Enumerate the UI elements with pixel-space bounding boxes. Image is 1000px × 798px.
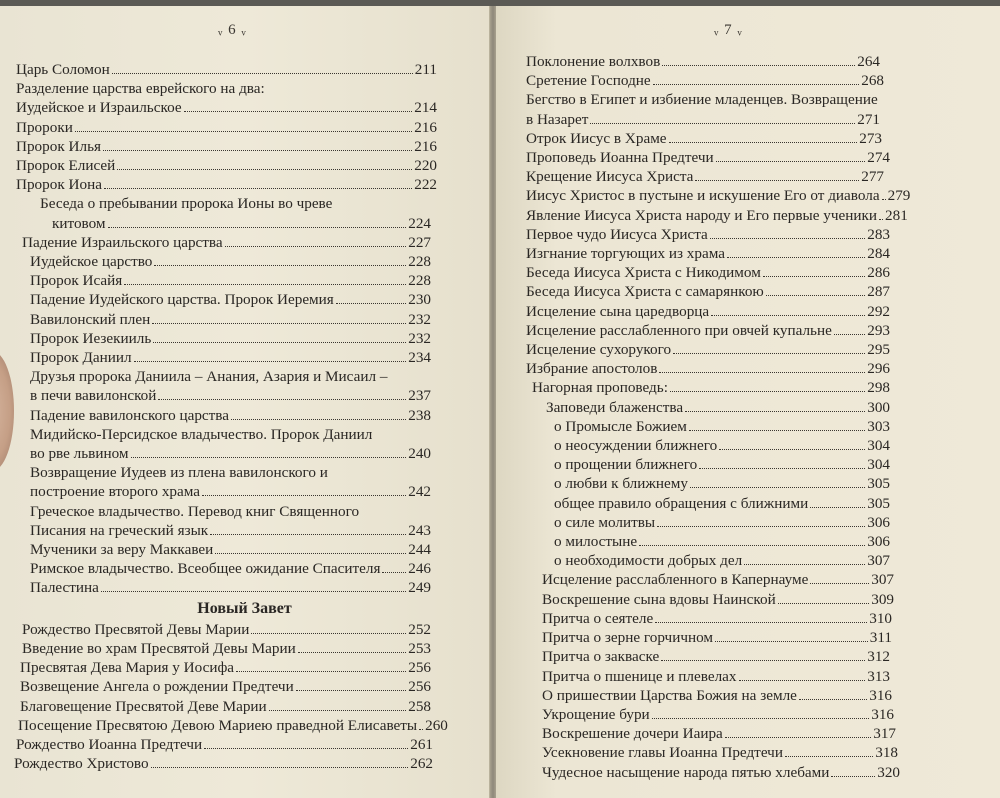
left-toc-entry-title: Пророк Иезекииль — [30, 329, 152, 347]
right-toc-entry-title: Усекновение главы Иоанна Предтечи — [542, 744, 783, 762]
right-toc-entry-page: 271 — [857, 110, 880, 128]
left-toc-entry-page: 227 — [408, 233, 431, 251]
left-toc-entry-title: Рождество Пресвятой Девы Марии — [22, 620, 250, 638]
dot-leader — [202, 495, 406, 496]
right-toc-entry-page: 318 — [875, 744, 898, 762]
right-toc-entry-page: 310 — [869, 609, 892, 627]
left-toc-entry-title: Царь Соломон — [16, 61, 110, 78]
left-toc-entry-title: в печи вавилонской — [30, 387, 157, 405]
left-toc-entry — [0, 60, 489, 79]
right-toc-entry-page: 303 — [867, 417, 890, 435]
right-toc-entry-page: 284 — [867, 245, 890, 263]
left-toc-entry-title: Пророк Даниил — [30, 349, 132, 367]
left-toc-entry-page: 228 — [408, 253, 431, 271]
left-toc-entry-page: 216 — [414, 137, 437, 155]
right-toc-entry — [496, 474, 1000, 493]
right-toc-entry — [496, 667, 1000, 686]
dot-leader — [655, 622, 867, 623]
dot-leader — [112, 73, 413, 74]
left-toc-entry — [0, 716, 489, 735]
right-toc-entry-title: Проповедь Иоанна Предтечи — [526, 149, 714, 167]
left-toc-entry — [0, 639, 489, 658]
right-toc-entry — [496, 225, 1000, 244]
left-toc-entry-page: 244 — [408, 541, 431, 559]
left-toc-entry-title: Падение Израильского царства — [22, 233, 223, 251]
left-toc-entry — [0, 463, 489, 482]
left-toc-entry-title: Пророки — [16, 118, 73, 136]
right-toc-entry — [496, 302, 1000, 321]
right-toc-entry-page: 313 — [867, 667, 890, 685]
left-toc-entry — [0, 233, 489, 252]
right-toc-entry-title: Притча о сеятеле — [542, 609, 654, 627]
right-toc-entry — [496, 686, 1000, 705]
left-toc-entry — [0, 677, 489, 696]
left-toc-entry — [0, 754, 489, 773]
right-toc-entry — [496, 609, 1000, 628]
left-toc-entry — [0, 697, 489, 716]
left-toc-entry — [0, 137, 489, 156]
right-toc-entry — [496, 743, 1000, 762]
right-toc-entry — [496, 206, 1000, 225]
right-toc-entry-title: Изгнание торгующих из храма — [526, 245, 725, 263]
right-toc-entry — [496, 340, 1000, 359]
right-toc-entry-title: Крещение Иисуса Христа — [526, 168, 694, 186]
right-toc-entry-title: общее правило обращения с ближними — [554, 494, 809, 512]
right-toc-entry-title: Исцеление сына царедворца — [526, 302, 710, 320]
dot-leader — [778, 603, 870, 604]
right-toc-entry-title: Первое чудо Иисуса Христа — [526, 225, 708, 243]
left-toc-entry — [0, 175, 489, 194]
right-toc-entry-page: 298 — [867, 379, 890, 397]
left-toc-entry — [0, 214, 489, 233]
left-toc-entry-title: Рождество Иоанна Предтечи — [16, 735, 203, 753]
left-toc-entry-title: Иудейское царство — [30, 253, 153, 271]
right-toc-entry-title: Исцеление сухорукого — [526, 341, 672, 359]
right-toc-entry — [496, 148, 1000, 167]
right-toc-list — [496, 52, 1000, 782]
right-toc-entry-page: 287 — [867, 283, 890, 301]
dot-leader — [225, 246, 407, 247]
left-toc-entry-page: 256 — [408, 678, 431, 696]
right-toc-entry-page: 273 — [859, 129, 882, 147]
left-toc-entry — [0, 271, 489, 290]
left-toc-entry — [0, 290, 489, 309]
right-toc-entry — [496, 71, 1000, 90]
left-toc-entry — [0, 540, 489, 559]
left-toc-entry-page: 240 — [408, 445, 431, 463]
left-toc-entry — [0, 559, 489, 578]
left-toc-entry-title: Пресвятая Дева Мария у Иосифа — [20, 659, 235, 677]
right-toc-entry-title: Явление Иисуса Христа народу и Его первые ученики — [526, 206, 877, 224]
left-toc-entry-title: Благовещение Пресвятой Деве Марии — [20, 697, 267, 715]
dot-leader — [382, 572, 406, 573]
left-toc — [0, 60, 489, 773]
left-toc-entry-page: 224 — [408, 214, 431, 232]
dot-leader — [744, 564, 865, 565]
left-toc-entry — [0, 310, 489, 329]
left-toc-entry-title: Мидийско-Персидское владычество. Пророк Даниил — [30, 425, 373, 443]
dot-leader — [695, 180, 859, 181]
right-toc-entry — [496, 52, 1000, 71]
right-toc-entry-title: Отрок Иисус в Храме — [526, 129, 667, 147]
right-toc-entry-page: 281 — [885, 206, 908, 224]
dot-leader — [269, 710, 407, 711]
right-toc-entry — [496, 282, 1000, 301]
left-toc-entry-title: Возвращение Иудеев из плена вавилонского и — [30, 464, 328, 482]
left-toc-entry-title: Падение Иудейского царства. Пророк Иеремия — [30, 291, 334, 309]
left-toc-entry — [0, 156, 489, 175]
right-page-number: ᵥ 7 ᵥ — [714, 22, 743, 38]
dot-leader — [298, 652, 407, 653]
dot-leader — [210, 534, 406, 535]
dot-leader — [101, 591, 406, 592]
dot-leader — [152, 323, 406, 324]
right-toc-entry-title: О пришествии Царства Божия на земле — [542, 686, 797, 704]
right-toc-entry — [496, 167, 1000, 186]
right-toc-entry-page: 309 — [871, 590, 894, 608]
right-toc-entry-page: 274 — [867, 149, 890, 167]
left-toc-entry — [0, 367, 489, 386]
left-toc-entry-page: 243 — [408, 521, 431, 539]
dot-leader — [653, 84, 860, 85]
left-toc-entry-title: Мученики за веру Маккавеи — [30, 541, 214, 559]
left-toc-entry — [0, 620, 489, 639]
right-toc-entry-title: Иисус Христос в пустыне и искушение Его от диавола — [526, 187, 880, 205]
right-toc-entry-title: Поклонение волхвов — [526, 53, 661, 70]
dot-leader — [810, 507, 865, 508]
right-toc-entry — [496, 186, 1000, 205]
right-toc-entry-page: 286 — [867, 264, 890, 282]
dot-leader — [710, 238, 865, 239]
right-toc-entry — [496, 398, 1000, 417]
right-toc-entry-title: о милостыне — [554, 533, 638, 551]
dot-leader — [336, 303, 406, 304]
left-toc-entry-page: 252 — [408, 620, 431, 638]
right-toc-entry-title: Притча о пшенице и плевелах — [542, 667, 737, 685]
right-toc-entry — [496, 705, 1000, 724]
dot-leader — [158, 399, 406, 400]
right-toc-entry-title: о силе молитвы — [554, 513, 656, 531]
dot-leader — [834, 334, 865, 335]
left-toc-entry-title: построение второго храма — [30, 483, 200, 501]
dot-leader — [231, 419, 406, 420]
dot-leader — [652, 718, 870, 719]
left-toc-entry-title: Пророк Илья — [16, 137, 101, 155]
left-toc-entry-title: Посещение Пресвятою Девою Мариею праведной Елисаветы — [18, 716, 418, 734]
right-toc-entry-page: 316 — [871, 705, 894, 723]
left-toc-entry — [0, 735, 489, 754]
right-toc-entry — [496, 321, 1000, 340]
dot-leader — [204, 748, 408, 749]
right-toc-entry-page: 283 — [867, 225, 890, 243]
left-toc-entry-title: Палестина — [30, 579, 99, 597]
left-toc-entry — [0, 658, 489, 677]
right-toc-entry-page: 292 — [867, 302, 890, 320]
right-toc-entry — [496, 724, 1000, 743]
left-toc-new-testament — [0, 620, 489, 774]
left-toc-entry-title: Писания на греческий язык — [30, 521, 209, 539]
right-toc-entry-page: 304 — [867, 437, 890, 455]
left-toc-entry — [0, 252, 489, 271]
left-page — [0, 6, 490, 798]
left-toc-entry — [0, 425, 489, 444]
dot-leader — [590, 123, 855, 124]
right-toc-entry-title: Чудесное насыщение народа пятью хлебами — [542, 763, 830, 781]
right-toc-entry-title: Исцеление расслабленного при овчей купальне — [526, 321, 832, 339]
right-toc-entry-title: Заповеди блаженства — [546, 398, 684, 416]
right-toc-entry-title: о Промысле Божием — [554, 417, 687, 435]
dot-leader — [810, 583, 869, 584]
dot-leader — [669, 142, 858, 143]
right-toc — [496, 52, 1000, 782]
dot-leader — [763, 276, 865, 277]
right-toc-entry-title: о необходимости добрых дел — [554, 552, 743, 570]
right-toc-entry-page: 293 — [867, 321, 890, 339]
dot-leader — [124, 284, 406, 285]
right-toc-entry — [496, 551, 1000, 570]
dot-leader — [236, 671, 406, 672]
left-toc-entry-page: 261 — [410, 735, 433, 753]
left-toc-entry-title: Разделение царства еврейского на два: — [16, 80, 265, 98]
right-toc-entry-page: 306 — [867, 533, 890, 551]
left-toc-entry — [0, 118, 489, 137]
dot-leader — [831, 776, 875, 777]
right-toc-entry-page: 316 — [869, 686, 892, 704]
dot-leader — [711, 315, 865, 316]
right-toc-entry-page: 312 — [867, 648, 890, 666]
dot-leader — [131, 457, 407, 458]
dot-leader — [215, 553, 406, 554]
right-toc-entry-title: Воскрешение сына вдовы Наинской — [542, 590, 776, 608]
right-toc-entry-title: о любви к ближнему — [554, 475, 688, 493]
left-toc-entry-page: 246 — [408, 560, 431, 578]
dot-leader — [799, 699, 867, 700]
right-toc-entry — [496, 628, 1000, 647]
dot-leader — [151, 767, 409, 768]
dot-leader — [766, 295, 865, 296]
left-toc-entry-page: 256 — [408, 659, 431, 677]
right-toc-entry-title: Сретение Господне — [526, 72, 651, 90]
left-toc-entry-title: Пророк Иона — [16, 176, 102, 194]
left-toc-entry — [0, 386, 489, 405]
dot-leader — [659, 372, 865, 373]
left-toc-entry-title: китовом — [52, 214, 106, 232]
left-toc-entry — [0, 406, 489, 425]
left-toc-entry-page: 238 — [408, 406, 431, 424]
left-toc-entry-title: Римское владычество. Всеобщее ожидание Спасителя — [30, 560, 381, 578]
dot-leader — [727, 257, 865, 258]
right-toc-entry — [496, 129, 1000, 148]
right-toc-entry-title: Бегство в Египет и избиение младенцев. Возвращение — [526, 91, 878, 109]
right-toc-entry — [496, 436, 1000, 455]
right-toc-entry-page: 307 — [867, 552, 890, 570]
left-toc-entry-page: 262 — [410, 755, 433, 773]
left-toc-entry — [0, 502, 489, 521]
left-toc-entry — [0, 79, 489, 98]
dot-leader — [75, 131, 412, 132]
right-toc-entry-page: 279 — [887, 187, 911, 205]
right-toc-entry — [496, 513, 1000, 532]
dot-leader — [184, 111, 413, 112]
left-toc-entry — [0, 482, 489, 501]
left-toc-entry-page: 222 — [414, 176, 437, 194]
right-toc-entry-page: 305 — [867, 494, 890, 512]
right-toc-entry-page: 307 — [871, 571, 894, 589]
dot-leader — [673, 353, 865, 354]
right-toc-entry-page: 306 — [867, 513, 890, 531]
right-toc-entry-page: 317 — [873, 725, 896, 743]
right-toc-entry-page: 277 — [861, 168, 884, 186]
dot-leader — [104, 188, 412, 189]
left-toc-entry-title: Иудейское и Израильское — [16, 99, 182, 117]
left-toc-entry-page: 230 — [408, 291, 431, 309]
left-toc-entry-page: 228 — [408, 272, 431, 290]
left-toc-entry-title: Падение вавилонского царства — [30, 406, 230, 424]
dot-leader — [134, 361, 407, 362]
dot-leader — [661, 660, 865, 661]
dot-leader — [103, 150, 412, 151]
right-toc-entry-page: 295 — [867, 341, 890, 359]
dot-leader — [117, 169, 412, 170]
left-toc-entry-page: 216 — [414, 118, 437, 136]
dot-leader — [716, 161, 866, 162]
left-toc-entry-page: 237 — [408, 387, 431, 405]
right-toc-entry-page: 311 — [869, 629, 892, 647]
right-toc-entry-title: Нагорная проповедь: — [532, 379, 668, 397]
left-toc-entry-title: Введение во храм Пресвятой Девы Марии — [22, 639, 296, 657]
left-toc-entry-page: 211 — [414, 61, 437, 78]
left-page-number: ᵥ 6 ᵥ — [218, 22, 247, 38]
right-toc-entry — [496, 244, 1000, 263]
dot-leader — [689, 430, 865, 431]
right-toc-entry-title: Беседа Иисуса Христа с самарянкою — [526, 283, 764, 301]
section-heading-new-testament: Новый Завет — [197, 599, 292, 617]
right-toc-entry — [496, 647, 1000, 666]
left-toc-entry-page: 232 — [408, 329, 431, 347]
right-toc-entry — [496, 590, 1000, 609]
right-toc-entry-title: в Назарет — [526, 110, 589, 128]
dot-leader — [296, 690, 407, 691]
left-toc-entry — [0, 521, 489, 540]
left-toc-entry — [0, 194, 489, 213]
left-toc-entry-page: 258 — [408, 697, 431, 715]
left-toc-entry-title: Пророк Исайя — [30, 272, 123, 290]
left-toc-old-testament — [0, 60, 489, 598]
right-toc-entry-title: Исцеление расслабленного в Капернауме — [542, 571, 809, 589]
right-toc-entry — [496, 570, 1000, 589]
dot-leader — [690, 487, 865, 488]
left-toc-entry-title: Вавилонский плен — [30, 310, 151, 328]
left-toc-entry-title: во рве львином — [30, 445, 129, 463]
left-toc-entry-page: 253 — [408, 639, 431, 657]
left-toc-entry-title: Пророк Елисей — [16, 157, 116, 175]
left-toc-entry-page: 249 — [408, 579, 431, 597]
left-toc-entry-page: 214 — [414, 99, 437, 117]
right-toc-entry-title: Укрощение бури — [542, 705, 650, 723]
left-toc-entry-page: 260 — [425, 716, 448, 734]
dot-leader — [785, 756, 873, 757]
right-toc-entry — [496, 110, 1000, 129]
right-toc-entry-page: 296 — [867, 360, 890, 378]
right-toc-entry — [496, 494, 1000, 513]
left-toc-entry — [0, 329, 489, 348]
right-toc-entry-title: Притча о закваске — [542, 648, 660, 666]
left-toc-entry-page: 242 — [408, 483, 431, 501]
dot-leader — [108, 227, 407, 228]
right-toc-entry-title: о неосуждении ближнего — [554, 437, 718, 455]
dot-leader — [882, 199, 886, 200]
right-toc-entry-page: 264 — [857, 53, 880, 70]
left-toc-entry-page: 234 — [408, 349, 431, 367]
dot-leader — [419, 729, 423, 730]
dot-leader — [154, 265, 406, 266]
right-toc-entry — [496, 455, 1000, 474]
right-toc-entry-page: 305 — [867, 475, 890, 493]
dot-leader — [657, 526, 865, 527]
right-toc-entry-title: Воскрешение дочери Иаира — [542, 725, 723, 743]
dot-leader — [639, 545, 865, 546]
left-toc-entry-title: Беседа о пребывании пророка Ионы во чреве — [40, 195, 333, 213]
left-toc-entry — [0, 444, 489, 463]
left-toc-entry-page: 232 — [408, 310, 431, 328]
right-toc-entry-page: 304 — [867, 456, 890, 474]
right-toc-entry-page: 320 — [877, 763, 900, 781]
right-toc-entry-title: о прощении ближнего — [554, 456, 698, 474]
right-toc-entry-page: 268 — [861, 72, 884, 90]
right-toc-entry — [496, 90, 1000, 109]
left-toc-entry-title: Греческое владычество. Перевод книг Священного — [30, 502, 360, 520]
left-toc-entry-title: Возвещение Ангела о рождении Предтечи — [20, 678, 294, 696]
dot-leader — [685, 411, 865, 412]
left-toc-entry — [0, 98, 489, 117]
left-toc-entry — [0, 348, 489, 367]
dot-leader — [662, 65, 855, 66]
dot-leader — [251, 633, 406, 634]
right-page — [496, 6, 1000, 798]
right-toc-entry-title: Притча о зерне горчичном — [542, 629, 713, 647]
dot-leader — [153, 342, 406, 343]
dot-leader — [879, 219, 883, 220]
right-toc-entry — [496, 378, 1000, 397]
dot-leader — [699, 468, 865, 469]
dot-leader — [719, 449, 865, 450]
right-toc-entry — [496, 417, 1000, 436]
left-toc-entry — [0, 578, 489, 597]
right-toc-entry — [496, 763, 1000, 782]
dot-leader — [670, 391, 865, 392]
right-toc-entry — [496, 263, 1000, 282]
left-toc-entry-title: Рождество Христово — [14, 755, 149, 773]
right-toc-entry-page: 300 — [867, 398, 890, 416]
dot-leader — [725, 737, 871, 738]
right-toc-entry — [496, 359, 1000, 378]
right-toc-entry — [496, 532, 1000, 551]
left-toc-entry-page: 220 — [414, 157, 437, 175]
left-toc-entry-title: Друзья пророка Даниила – Анания, Азария и Мисаил – — [30, 368, 388, 386]
right-toc-entry-title: Избрание апостолов — [526, 360, 658, 378]
dot-leader — [739, 680, 866, 681]
right-toc-entry-title: Беседа Иисуса Христа с Никодимом — [526, 264, 761, 282]
dot-leader — [715, 641, 868, 642]
